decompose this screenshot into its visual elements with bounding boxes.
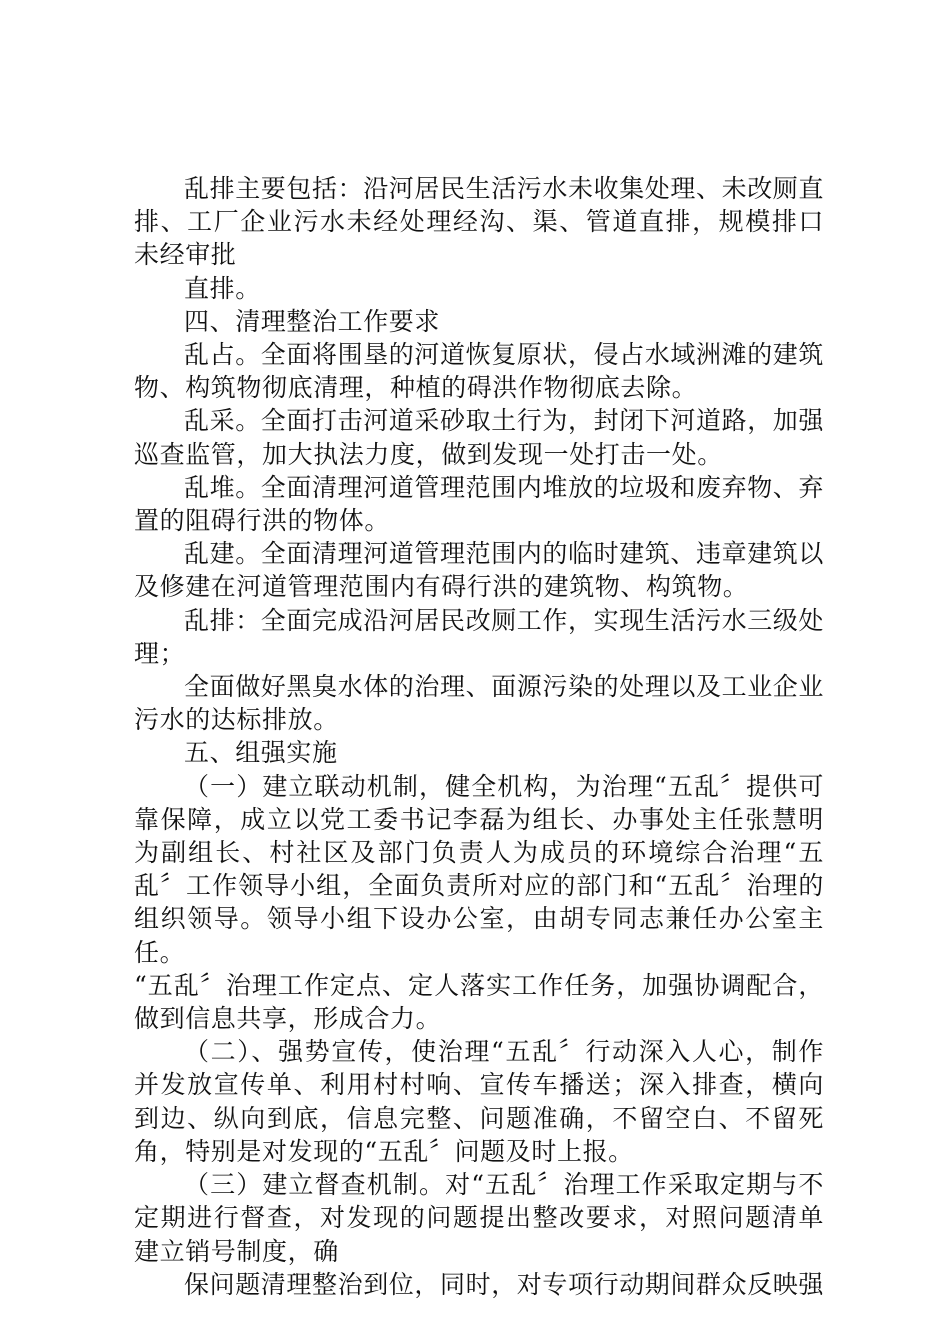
paragraph-luanpai-definition: 乱排主要包括：沿河居民生活污水未收集处理、未改厕直排、工厂企业污水未经处理经沟、渠、管道直排，规模排口未经审批 bbox=[134, 174, 825, 270]
paragraph-luanpai-requirement: 乱排：全面完成沿河居民改厕工作，实现生活污水三级处理； bbox=[134, 605, 825, 668]
paragraph-water-treatment: 全面做好黑臭水体的治理、面源污染的处理以及工业企业污水的达标排放。 bbox=[134, 672, 825, 735]
paragraph-item-1: （一）建立联动机制，健全机构，为治理“五乱〞提供可靠保障，成立以党工委书记李磊为组长、办事处主任张慧明为副组长、村社区及部门负责人为成员的环境综合治理“五乱〞工作领导小组，全面负责所对应的部门和“五乱〞治理的组织领导。领导小组下设办公室，由胡专同志兼任办公室主任。 bbox=[134, 771, 824, 967]
paragraph-item-3: （三）建立督查机制。对“五乱〞治理工作采取定期与不定期进行督查，对发现的问题提出整改要求，对照问题清单建立销号制度，确 bbox=[134, 1170, 824, 1266]
section-heading-5: 五、组强实施 bbox=[184, 738, 338, 768]
paragraph-luandui: 乱堆。全面清理河道管理范围内堆放的垃圾和废弃物、弃置的阻碍行洪的物体。 bbox=[134, 472, 825, 536]
paragraph-luanzhan: 乱占。全面将围垦的河道恢复原状，侵占水域洲滩的建筑物、构筑物彻底清理，种植的碍洪作物彻底去除。 bbox=[134, 340, 825, 403]
paragraph-luanpai-continuation: 直排。 bbox=[184, 273, 261, 303]
paragraph-item-2: （二）、强势宣传，使治理“五乱〞行动深入人心，制作并发放宣传单、利用村村响、宣传车播送；深入排查，横向到边、纵向到底，信息完整、问题准确，不留空白、不留死角，特别是对发现的“五乱〞问题及时上报。 bbox=[134, 1037, 824, 1166]
paragraph-item-3-continuation: 保问题清理整治到位，同时，对专项行动期间群众反映强 bbox=[184, 1269, 825, 1299]
document-body bbox=[134, 172, 824, 1301]
paragraph-item-1-continuation: “五乱〞治理工作定点、定人落实工作任务，加强协调配合，做到信息共享，形成合力。 bbox=[134, 970, 824, 1034]
paragraph-luanjian: 乱建。全面清理河道管理范围内的临时建筑、违章建筑以及修建在河道管理范围内有碍行洪的建筑物、构筑物。 bbox=[134, 539, 825, 602]
paragraph-luancai: 乱采。全面打击河道采砂取土行为，封闭下河道路，加强巡查监管，加大执法力度，做到发现一处打击一处。 bbox=[134, 406, 825, 469]
section-heading-4: 四、清理整治工作要求 bbox=[184, 306, 441, 336]
